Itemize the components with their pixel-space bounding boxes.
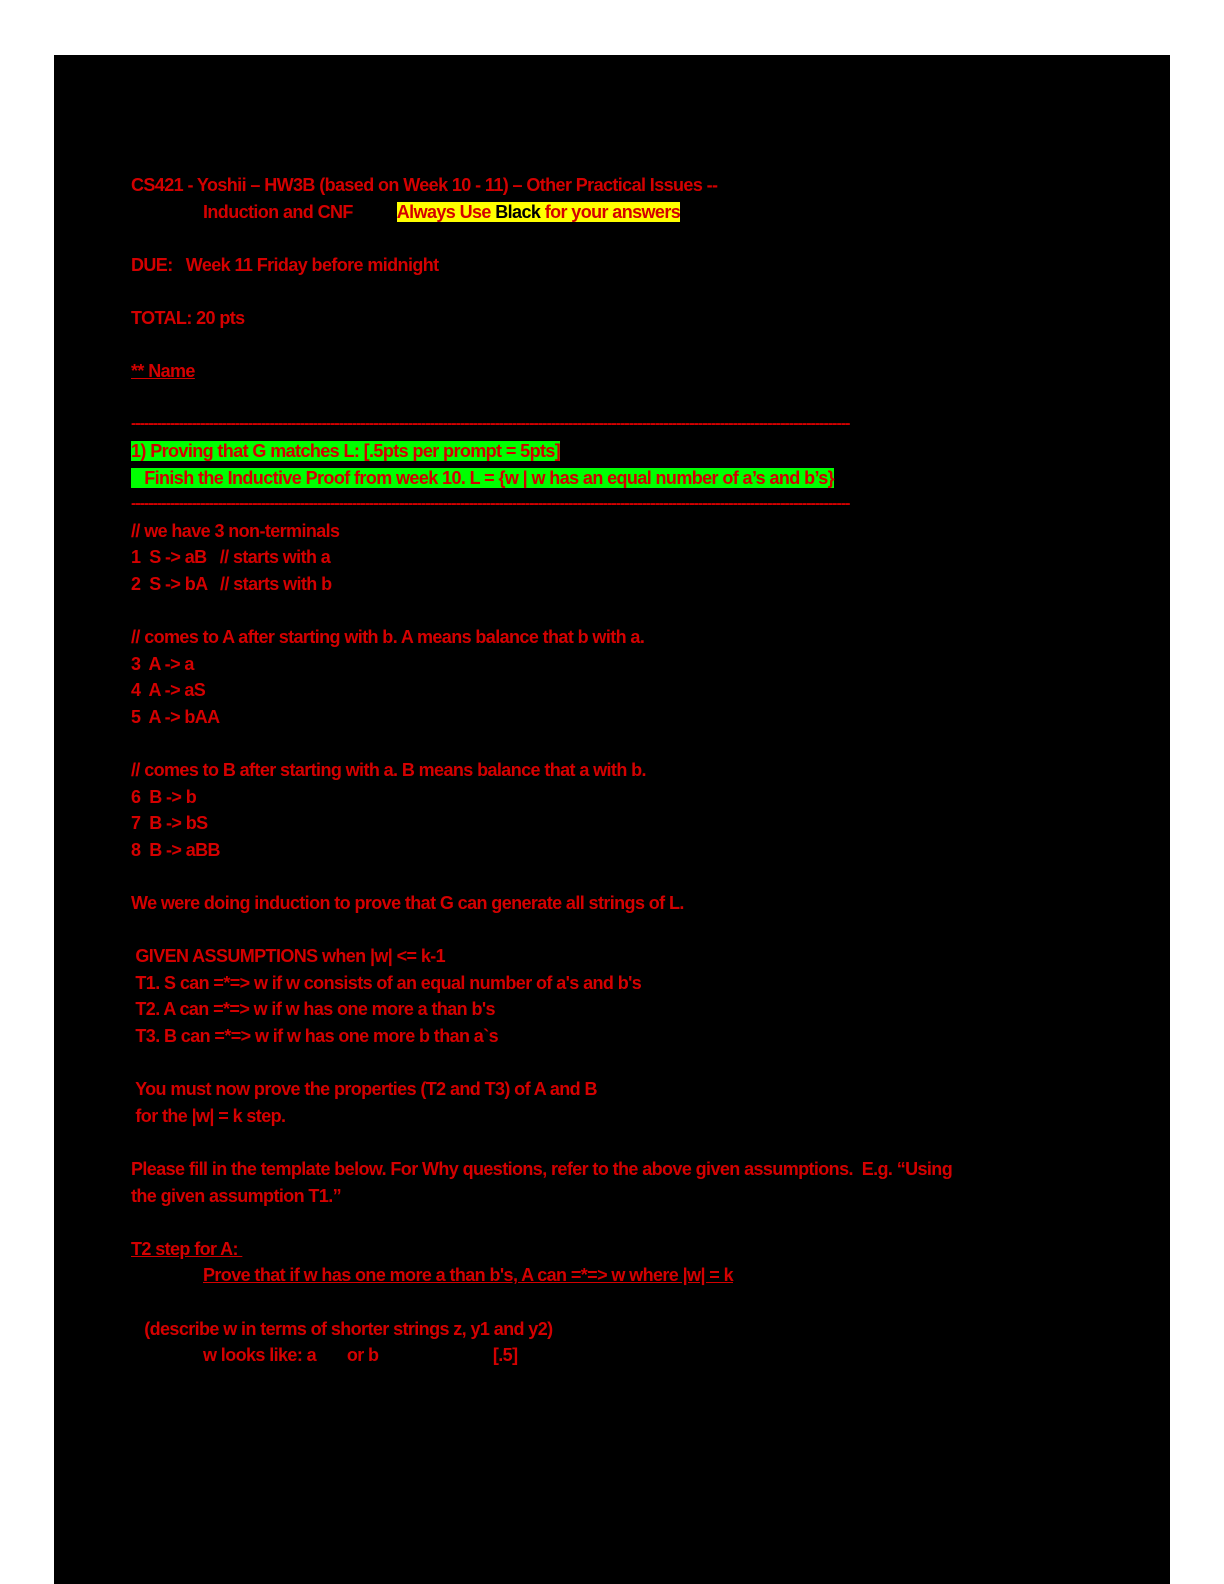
notice-text-black: Black: [495, 201, 541, 222]
question1-subheading-row: [131, 465, 1091, 492]
question1-heading-row: [131, 438, 1091, 465]
grammar-rule: 8 B -> aBB: [131, 839, 220, 860]
t2-step-heading: T2 step for A:: [131, 1238, 243, 1259]
notice-highlight: [397, 202, 680, 222]
task-line2: for the |w| = k step.: [131, 1105, 286, 1126]
instructions-line1: Please fill in the template below. For Why questions, refer to the above given assumptions. E.g. “Using: [131, 1158, 953, 1179]
grammar-rule: 4 A -> aS: [131, 680, 206, 701]
t2-describe: (describe w in terms of shorter strings z, y1 and y2): [131, 1318, 553, 1339]
grammar-comment-b: // comes to B after starting with a. B means balance that a with b.: [131, 760, 646, 781]
induction-intro: We were doing induction to prove that G can generate all strings of L.: [131, 893, 684, 914]
grammar-rule: 3 A -> a: [131, 653, 194, 674]
t2-looks-like-row: [131, 1342, 1091, 1369]
grammar-rule: 5 A -> bAA: [131, 706, 220, 727]
t2-prove-row: [131, 1262, 1091, 1289]
grammar-rule: 1 S -> aB // starts with a: [131, 547, 331, 568]
notice-text-2: for your answers: [540, 201, 681, 222]
grammar-rule: 7 B -> bS: [131, 813, 208, 834]
document-content: [131, 172, 1091, 1369]
grammar-comment-s: // we have 3 non-terminals: [131, 520, 340, 541]
due-date: DUE: Week 11 Friday before midnight: [131, 254, 439, 275]
t2-looks-like: w looks like: a or b [.5]: [203, 1345, 518, 1366]
grammar-rule: 6 B -> b: [131, 786, 197, 807]
assumption-item: T1. S can =*=> w if w consists of an equal number of a's and b's: [131, 972, 642, 993]
total-points: TOTAL: 20 pts: [131, 307, 245, 328]
question1-heading: 1) Proving that G matches L: [.5pts per prompt = 5pts]: [131, 440, 561, 461]
separator-top: ----------------------------------------------------------------------------------------------------------------------------------------------------------------------: [131, 415, 850, 433]
assumptions-heading: GIVEN ASSUMPTIONS when |w| <= k-1: [131, 946, 446, 967]
assumption-item: T2. A can =*=> w if w has one more a than b's: [131, 999, 495, 1020]
grammar-rule: 2 S -> bA // starts with b: [131, 573, 332, 594]
name-field-label: ** Name: [131, 361, 195, 382]
notice-text-1: Always Use: [396, 201, 496, 222]
t2-heading-row: [131, 1236, 1091, 1263]
separator-bottom: ----------------------------------------------------------------------------------------------------------------------------------------------------------------------: [131, 495, 850, 513]
instructions-line2: the given assumption T1.”: [131, 1185, 342, 1206]
question1-subheading: Finish the Inductive Proof from week 10. L = {w | w has an equal number of a’s and b’s}: [131, 467, 835, 488]
task-line1: You must now prove the properties (T2 and T3) of A and B: [131, 1079, 597, 1100]
doc-title-subtitle: Induction and CNF: [203, 201, 353, 222]
grammar-comment-a: // comes to A after starting with b. A means balance that b with a.: [131, 627, 645, 648]
document-page: [54, 55, 1170, 1584]
doc-title-line1: CS421 - Yoshii – HW3B (based on Week 10 - 11) – Other Practical Issues --: [131, 175, 718, 195]
assumption-item: T3. B can =*=> w if w has one more b than a`s: [131, 1026, 499, 1046]
doc-title-line2: [131, 199, 1091, 226]
t2-prove-statement: Prove that if w has one more a than b's, A can =*=> w where |w| = k: [203, 1265, 733, 1286]
